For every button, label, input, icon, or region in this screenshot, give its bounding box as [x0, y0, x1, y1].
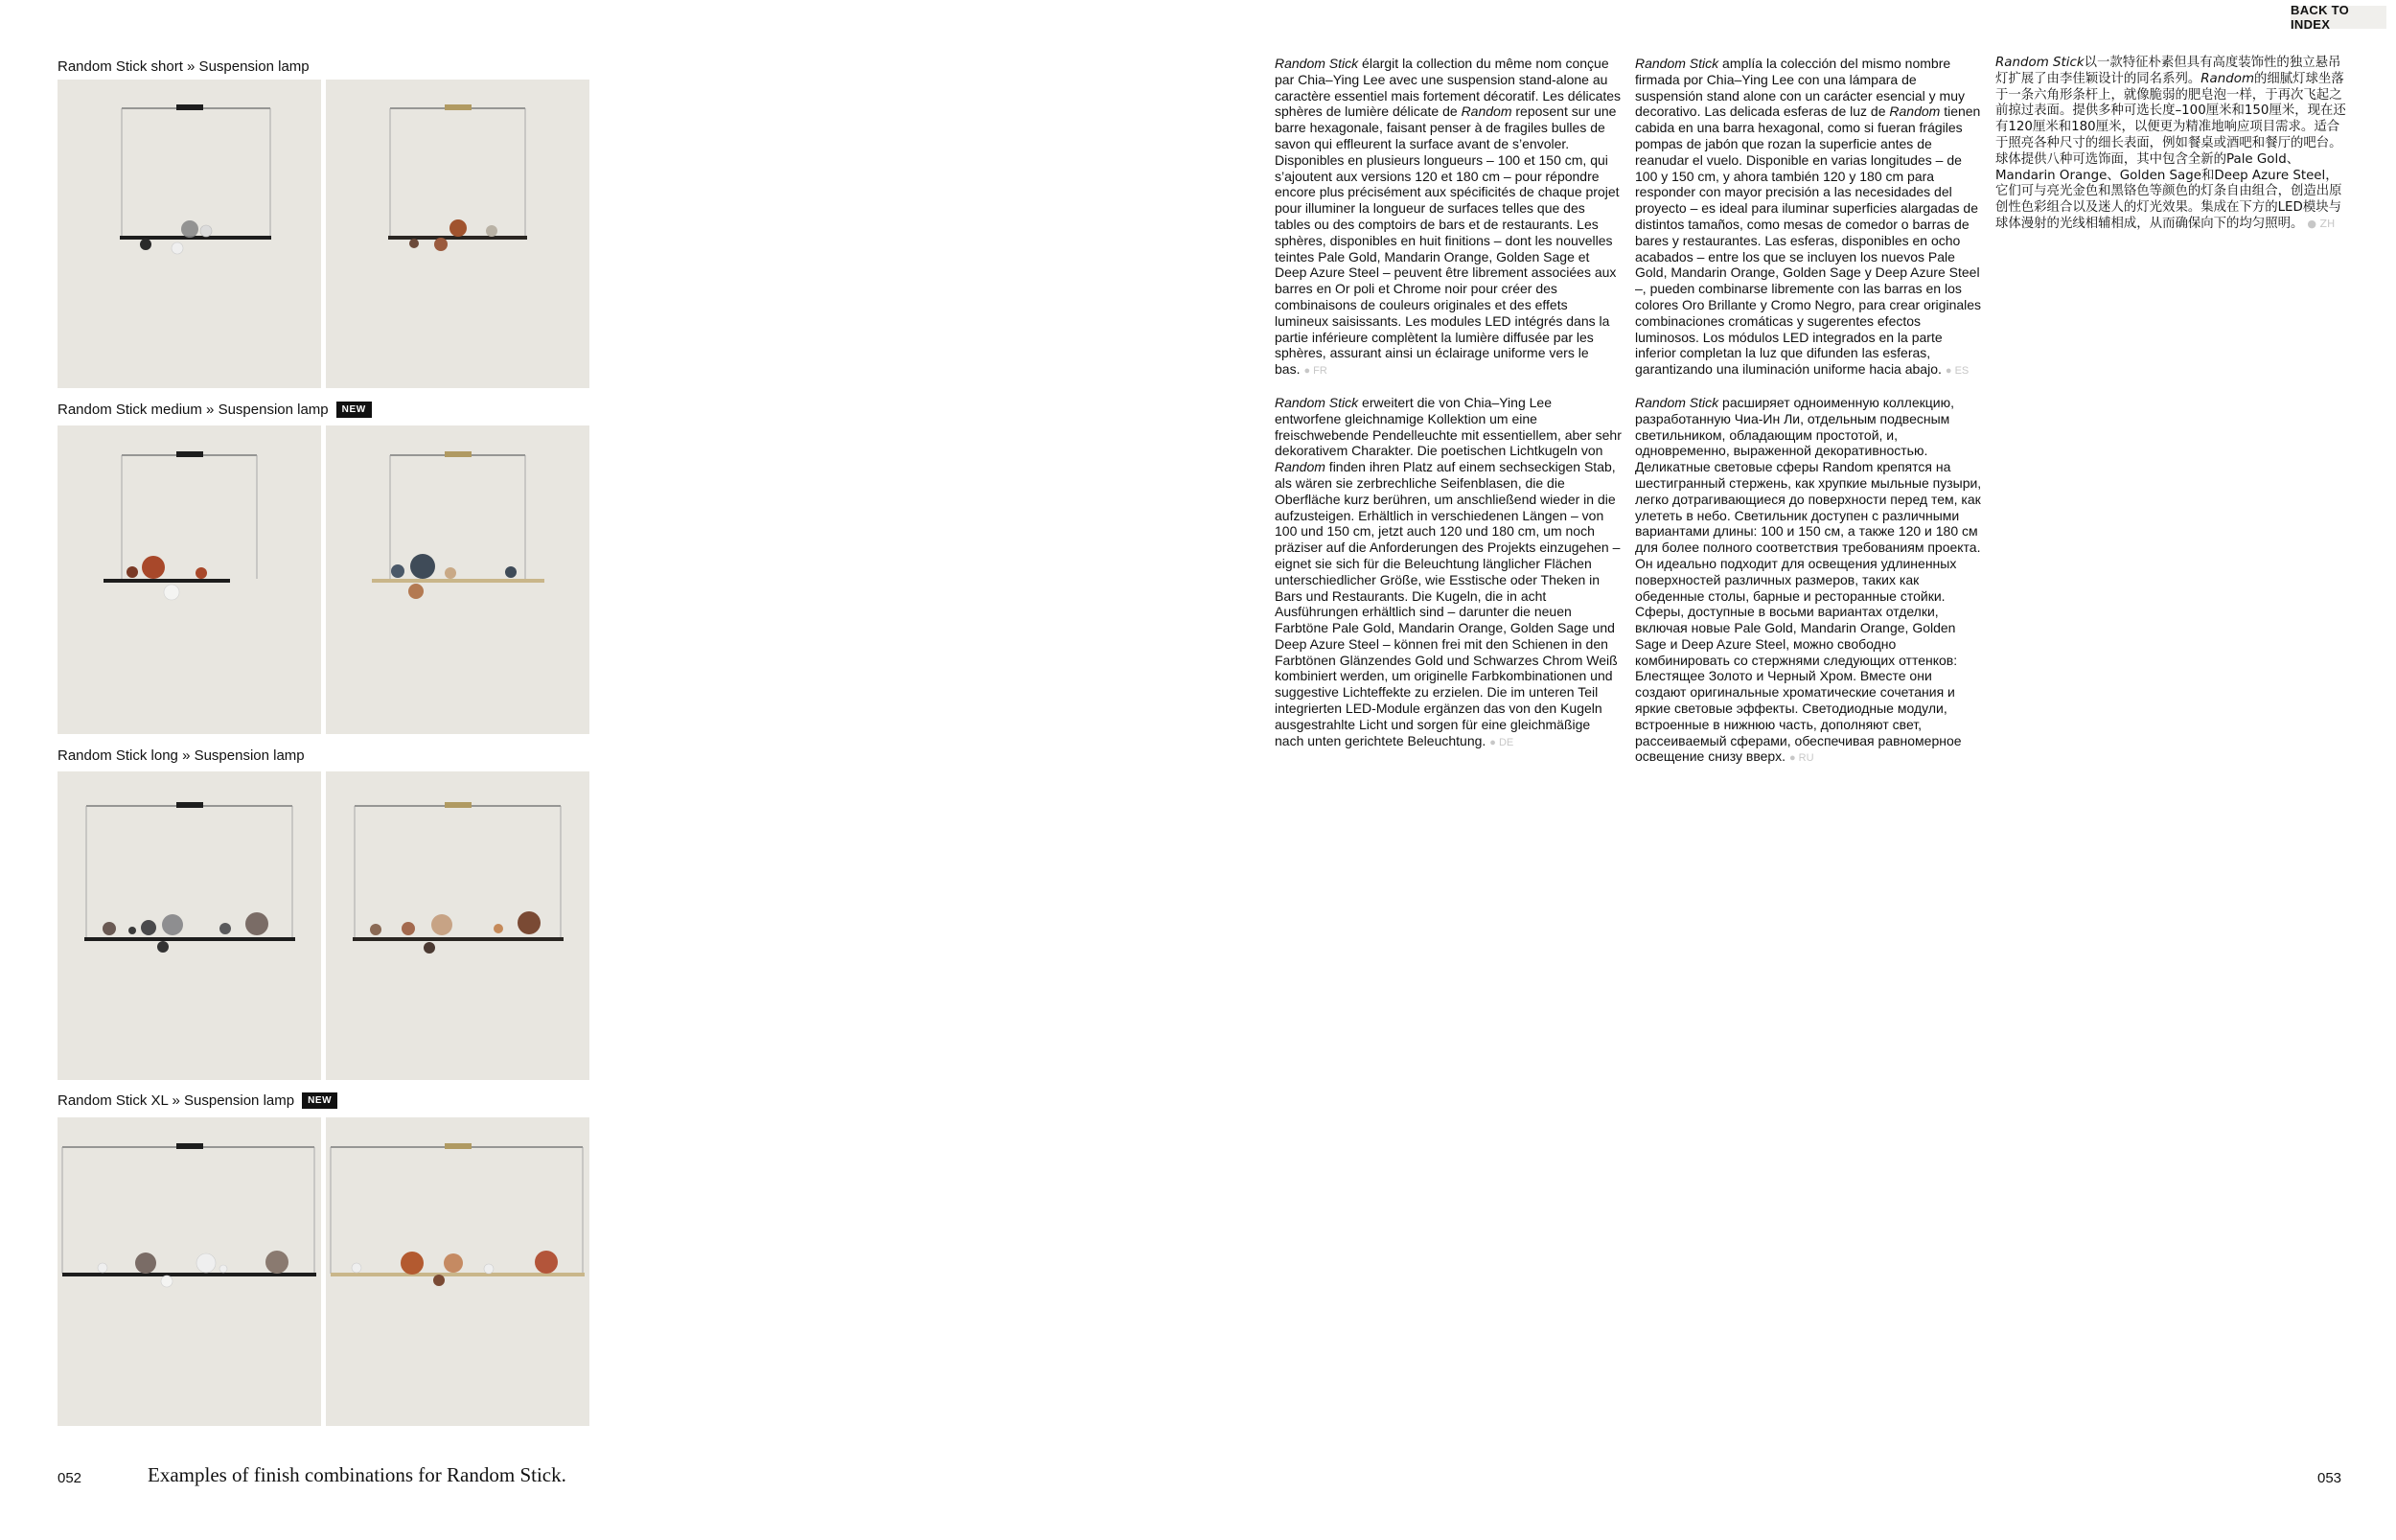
language-tag-ru: ● RU	[1788, 752, 1814, 765]
text-column-3	[1995, 56, 2346, 248]
lamp-image-xl-gold	[326, 1117, 589, 1426]
lamp-image-long-black	[58, 771, 321, 1080]
language-tag-zh: ● ZH	[2307, 217, 2336, 230]
figure-caption: Examples of finish combinations for Random Stick.	[148, 1463, 566, 1486]
page-number-right: 053	[2317, 1470, 2342, 1486]
lamp-image-medium-gold	[326, 425, 589, 734]
paragraph-zh: Random Stick以一款特征朴素但具有高度装饰性的独立悬吊灯扩展了由李佳颖设计的同名系列。Random的细腻灯球坐落于一条六角形条杆上，就像脆弱的肥皂泡一样，于再次飞起之前掠过表面。提供多种可选长度–100厘米和150厘米，现在还有120厘米和180厘米，以便更为精准地响应项目需求。适合于照亮各种尺寸的细长表面，例如餐桌或酒吧和餐厅的吧台。球体提供八种可选饰面，其中包含全新的Pale Gold、Mandarin Orange、Golden Sage和Deep Azure Steel，它们可与亮光金色和黑铬色等颜色的灯条自由组合，创造出原创性色彩组合以及迷人的灯光效果。集成在下方的LED模块与球体漫射的光线相辅相成，从而确保向下的均匀照明。 ● ZH	[1995, 56, 2346, 231]
back-to-index-button[interactable]: BACK TO INDEX	[2291, 6, 2386, 29]
new-badge: NEW	[336, 402, 372, 418]
product-name: Random Stick XL » Suspension lamp	[58, 1092, 295, 1109]
product-name: Random Stick medium » Suspension lamp	[58, 401, 329, 418]
text-column-1	[1275, 56, 1622, 766]
product-label-long	[58, 745, 305, 766]
product-label-short	[58, 56, 310, 77]
lamp-image-xl-black	[58, 1117, 321, 1426]
paragraph-ru: Random Stick расширяет одноименную коллекцию, разработанную Чиа-Ин Ли, отдельным подвесным светильником, обладающим простотой, и, одновременно, выраженной декоративностью. Деликатные световые сферы Random крепятся на шестигранный стержень, как хрупкие мыльные пузыри, легко дотрагивающиеся до поверхности перед тем, как улететь в небо. Светильник доступен с различными вариантами длины: 100 и 150 см, а также 120 и 180 см для более полного соответствия требованиям проекта. Он идеально подходит для освещения удлиненных поверхностей различных размеров, таких как обеденные столы, барные и ресторанные стойки. Сферы, доступные в восьми вариантах отделки, включая новые Pale Gold, Mandarin Orange, Golden Sage и Deep Azure Steel, можно свободно комбинировать со стержнями следующих оттенков: Блестящее Золото и Черный Хром. Вместе они создают оригинальные хроматические сочетания и яркие световые эффекты. Светодиодные модули, встроенные в нижнюю часть, дополняют свет, рассеиваемый сферами, обеспечивая равномерное освещение снизу вверх. ● RU	[1635, 394, 1982, 765]
paragraph-de: Random Stick erweitert die von Chia–Ying Lee entworfene gleichnamige Kollektion um eine freischwebende Pendelleuchte mit essentiellem, aber sehr dekorativem Charakter. Die poetischen Lichtkugeln von Random finden ihren Platz auf einem sechseckigen Stab, als wären sie zerbrechliche Seifenblasen, die die Oberfläche kurz berühren, um anschließend wieder in die aufzusteigen. Erhältlich in verschiedenen Längen – von 100 und 150 cm, jetzt auch 120 und 180 cm, um noch präziser auf die Anforderungen des Projekts einzugehen – eignet sie sich für die Beleuchtung länglicher Flächen unterschiedlicher Größe, wie Esstische oder Theken in Bars und Restaurants. Die Kugeln, die in acht Ausführungen erhältlich sind – darunter die neuen Farbtöne Pale Gold, Mandarin Orange, Golden Sage und Deep Azure Steel – können frei mit den Schienen in den Farbtönen Glänzendes Gold und Schwarzes Chrom Weiß kombiniert werden, um originelle Farbkombinationen und suggestive Lichteffekte zu erzielen. Die im unteren Teil integrierten LED-Module ergänzen das von den Kugeln ausgestrahlte Licht und sorgen für eine gleichmäßige nach unten gerichtete Beleuchtung. ● DE	[1275, 394, 1622, 748]
product-name: Random Stick short » Suspension lamp	[58, 57, 310, 75]
product-name: Random Stick long » Suspension lamp	[58, 747, 305, 764]
lamp-image-short-gold	[326, 80, 589, 388]
paragraph-es: Random Stick amplía la colección del mismo nombre firmada por Chia–Ying Lee con una lámpara de suspensión stand alone con un carácter esencial y muy decorativo. Las delicada esferas de luz de Random tienen cabida en una barra hexagonal, como si fueran frágiles pompas de jabón que rozan la superficie antes de reanudar el vuelo. Disponible en varias longitudes – de 100 y 150 cm, y ahora también 120 y 180 cm para responder con mayor precisión a las necesidades del proyecto – es ideal para iluminar superficies alargadas de distintos tamaños, como mesas de comedor o barras de bares y restaurantes. Las esferas, disponibles en ocho acabados – entre los que se incluyen los nuevos Pale Gold, Mandarin Orange, Golden Sage y Deep Azure Steel –, pueden combinarse libremente con las barras en los colores Oro Brillante y Cromo Negro, para crear originales combinaciones cromáticas y sugerentes efectos luminosos. Los módulos LED integrados en la parte inferior completan la luz que difunden las esferas, garantizando una iluminación uniforme hacia abajo. ● ES	[1635, 56, 1982, 378]
language-tag-es: ● ES	[1945, 365, 1970, 378]
lamp-image-long-gold	[326, 771, 589, 1080]
new-badge: NEW	[302, 1092, 337, 1109]
language-tag-de: ● DE	[1489, 736, 1514, 748]
lamp-image-short-black	[58, 80, 321, 388]
product-label-xl	[58, 1090, 337, 1111]
lamp-image-medium-black	[58, 425, 321, 734]
product-label-medium	[58, 399, 372, 420]
page-number-left: 052	[58, 1470, 82, 1486]
paragraph-fr: Random Stick élargit la collection du même nom conçue par Chia–Ying Lee avec une suspension stand-alone au caractère essentiel mais fortement décoratif. Les délicates sphères de lumière délicate de Random reposent sur une barre hexagonale, faisant penser à de fragiles bulles de savon qui effleurent la surface avant de s’envoler. Disponibles en plusieurs longueurs – 100 et 150 cm, qui s’ajoutent aux versions 120 et 180 cm – pour répondre encore plus précisément aux spécificités de chaque projet pour illuminer la longueur de surfaces telles que des tables ou des comptoirs de bars et de restaurants. Les sphères, disponibles en huit finitions – dont les nouvelles teintes Pale Gold, Mandarin Orange, Golden Sage et Deep Azure Steel – peuvent être librement associées aux barres en Or poli et Chrome noir pour créer des combinaisons de couleurs originales et des effets lumineux saisissants. Les modules LED intégrés dans la partie inférieure complètent la lumière diffusée par les sphères, assurant ainsi un éclairage uniforme vers le bas. ● FR	[1275, 56, 1622, 378]
text-column-2	[1635, 56, 1982, 782]
language-tag-fr: ● FR	[1303, 365, 1327, 378]
